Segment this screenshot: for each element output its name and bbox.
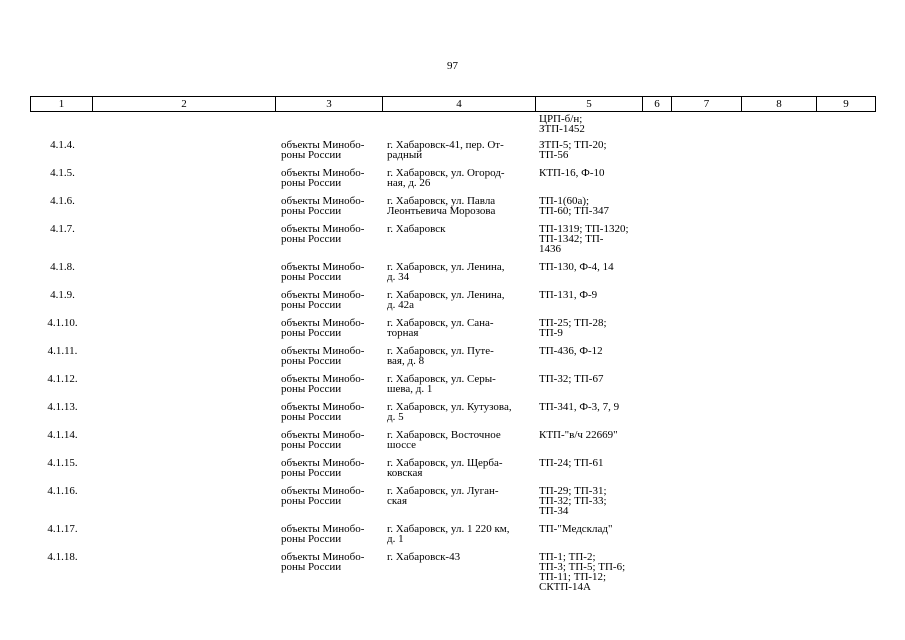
object-name-line: объекты Минобо- xyxy=(281,523,365,535)
object-name xyxy=(281,552,383,572)
object-name-line: роны России xyxy=(281,533,342,545)
address xyxy=(387,486,530,506)
address-line: д. 34 xyxy=(387,271,410,283)
object-name xyxy=(281,140,383,160)
substation-list-line: 1436 xyxy=(539,243,561,255)
substation-list xyxy=(539,402,643,412)
substation-list-line: ТП-9 xyxy=(539,327,563,339)
address xyxy=(387,168,530,188)
row-number: 4.1.5. xyxy=(50,167,75,179)
address-line: д. 5 xyxy=(387,411,404,423)
substation-list xyxy=(539,196,643,216)
row-number: 4.1.9. xyxy=(50,289,75,301)
address-line: г. Хабаровск, ул. Кутузова, xyxy=(387,401,512,413)
object-name-line: объекты Минобо- xyxy=(281,223,365,235)
address-line: г. Хабаровск, ул. Огород- xyxy=(387,167,505,179)
address-line: г. Хабаровск, Восточное xyxy=(387,429,501,441)
object-name xyxy=(281,262,383,282)
substation-list-line: ЗТП-1452 xyxy=(539,123,585,135)
row-number: 4.1.13. xyxy=(47,401,78,413)
substation-list-line: ТП-130, Ф-4, 14 xyxy=(539,261,614,273)
address-line: ковская xyxy=(387,467,423,479)
address-line: г. Хабаровск, ул. Павла xyxy=(387,195,496,207)
object-name-line: роны России xyxy=(281,299,342,311)
substation-list-line: КТП-"в/ч 22669" xyxy=(539,429,618,441)
substation-list-line: ЗТП-5; ТП-20; xyxy=(539,139,607,151)
object-name-line: роны России xyxy=(281,439,342,451)
address-line: шоссе xyxy=(387,439,417,451)
object-name xyxy=(281,168,383,188)
row-number: 4.1.8. xyxy=(50,261,75,273)
address-line: д. 1 xyxy=(387,533,404,545)
substation-list xyxy=(539,552,643,592)
address-line: г. Хабаровск, ул. Ленина, xyxy=(387,289,505,301)
object-name-line: объекты Минобо- xyxy=(281,429,365,441)
object-name-line: роны России xyxy=(281,233,342,245)
object-name-line: объекты Минобо- xyxy=(281,289,365,301)
address xyxy=(387,552,530,562)
row-number: 4.1.11. xyxy=(47,345,78,357)
object-name xyxy=(281,402,383,422)
object-name-line: объекты Минобо- xyxy=(281,317,365,329)
substation-list xyxy=(539,262,643,272)
address xyxy=(387,196,530,216)
object-name-line: роны России xyxy=(281,383,342,395)
substation-list xyxy=(539,114,643,134)
address-line: г. Хабаровск, ул. Сана- xyxy=(387,317,494,329)
address-line: ская xyxy=(387,495,408,507)
object-name-line: объекты Минобо- xyxy=(281,345,365,357)
address-line: г. Хабаровск, ул. Серы- xyxy=(387,373,496,385)
row-number: 4.1.7. xyxy=(50,223,75,235)
row-number: 4.1.17. xyxy=(47,523,78,535)
address xyxy=(387,262,530,282)
object-name-line: объекты Минобо- xyxy=(281,373,365,385)
address xyxy=(387,374,530,394)
substation-list-line: ТП-131, Ф-9 xyxy=(539,289,598,301)
substation-list-line: ТП-1(60а); xyxy=(539,195,590,207)
column-header-3: 3 xyxy=(275,97,382,111)
object-name-line: объекты Минобо- xyxy=(281,261,365,273)
row-number: 4.1.15. xyxy=(47,457,78,469)
row-number: 4.1.10. xyxy=(47,317,78,329)
substation-list-line: ТП-25; ТП-28; xyxy=(539,317,607,329)
address-line: г. Хабаровск, ул. Ленина, xyxy=(387,261,505,273)
substation-list-line: ТП-32; ТП-67 xyxy=(539,373,604,385)
object-name xyxy=(281,224,383,244)
substation-list-line: ТП-29; ТП-31; xyxy=(539,485,607,497)
object-name-line: объекты Минобо- xyxy=(281,485,365,497)
object-name-line: объекты Минобо- xyxy=(281,457,365,469)
address-line: г. Хабаровск xyxy=(387,223,446,235)
object-name xyxy=(281,524,383,544)
object-name-line: роны России xyxy=(281,271,342,283)
column-header-9: 9 xyxy=(816,97,875,111)
substation-list-line: ТП-3; ТП-5; ТП-6; xyxy=(539,561,626,573)
object-name xyxy=(281,290,383,310)
substation-list-line: КТП-16, Ф-10 xyxy=(539,167,605,179)
object-name-line: объекты Минобо- xyxy=(281,551,365,563)
object-name-line: объекты Минобо- xyxy=(281,139,365,151)
object-name-line: роны России xyxy=(281,495,342,507)
address-line: г. Хабаровск-41, пер. От- xyxy=(387,139,504,151)
substation-list-line: ТП-32; ТП-33; xyxy=(539,495,607,507)
column-header-7: 7 xyxy=(671,97,741,111)
substation-list-line: ТП-436, Ф-12 xyxy=(539,345,603,357)
address xyxy=(387,524,530,544)
object-name-line: объекты Минобо- xyxy=(281,195,365,207)
column-header-8: 8 xyxy=(741,97,816,111)
substation-list xyxy=(539,486,643,516)
table-header xyxy=(30,96,876,112)
address xyxy=(387,224,530,234)
object-name xyxy=(281,430,383,450)
substation-list xyxy=(539,524,643,534)
object-name-line: роны России xyxy=(281,467,342,479)
substation-list-line: ТП-34 xyxy=(539,505,569,517)
address xyxy=(387,140,530,160)
object-name xyxy=(281,486,383,506)
address-line: радный xyxy=(387,149,423,161)
object-name xyxy=(281,196,383,216)
substation-list xyxy=(539,374,643,384)
substation-list xyxy=(539,290,643,300)
address-line: г. Хабаровск, ул. Луган- xyxy=(387,485,499,497)
address xyxy=(387,290,530,310)
row-number: 4.1.14. xyxy=(47,429,78,441)
substation-list xyxy=(539,430,643,440)
address-line: г. Хабаровск, ул. Щерба- xyxy=(387,457,503,469)
substation-list-line: ТП-24; ТП-61 xyxy=(539,457,604,469)
substation-list-line: ТП-56 xyxy=(539,149,569,161)
address-line: вая, д. 8 xyxy=(387,355,425,367)
row-number: 4.1.16. xyxy=(47,485,78,497)
column-header-4: 4 xyxy=(382,97,535,111)
substation-list-line: ЦРП-б/н; xyxy=(539,113,583,125)
address xyxy=(387,346,530,366)
address-line: ная, д. 26 xyxy=(387,177,431,189)
substation-list-line: ТП-1342; ТП- xyxy=(539,233,604,245)
substation-list xyxy=(539,458,643,468)
object-name-line: роны России xyxy=(281,561,342,573)
substation-list-line: ТП-1; ТП-2; xyxy=(539,551,596,563)
substation-list-line: ТП-341, Ф-3, 7, 9 xyxy=(539,401,620,413)
substation-list xyxy=(539,346,643,356)
row-number: 4.1.18. xyxy=(47,551,78,563)
object-name xyxy=(281,318,383,338)
row-number: 4.1.4. xyxy=(50,139,75,151)
object-name-line: роны России xyxy=(281,205,342,217)
address-line: д. 42а xyxy=(387,299,414,311)
address-line: торная xyxy=(387,327,419,339)
object-name xyxy=(281,346,383,366)
object-name-line: роны России xyxy=(281,411,342,423)
address-line: г. Хабаровск, ул. 1 220 км, xyxy=(387,523,510,535)
column-header-5: 5 xyxy=(535,97,642,111)
row-number: 4.1.6. xyxy=(50,195,75,207)
substation-list xyxy=(539,224,643,254)
address xyxy=(387,318,530,338)
address-line: г. Хабаровск-43 xyxy=(387,551,461,563)
address xyxy=(387,430,530,450)
address-line: Леонтьевича Морозова xyxy=(387,205,496,217)
substation-list xyxy=(539,168,643,178)
substation-list xyxy=(539,318,643,338)
page-number: 97 xyxy=(447,60,458,72)
address-line: г. Хабаровск, ул. Путе- xyxy=(387,345,494,357)
address-line: шева, д. 1 xyxy=(387,383,433,395)
object-name-line: роны России xyxy=(281,355,342,367)
substation-list-line: ТП-1319; ТП-1320; xyxy=(539,223,629,235)
substation-list-line: ТП-11; ТП-12; xyxy=(539,571,607,583)
substation-list-line: ТП-60; ТП-347 xyxy=(539,205,609,217)
object-name-line: объекты Минобо- xyxy=(281,401,365,413)
address xyxy=(387,402,530,422)
object-name xyxy=(281,374,383,394)
column-header-2: 2 xyxy=(92,97,275,111)
object-name-line: объекты Минобо- xyxy=(281,167,365,179)
substation-list-line: ТП-"Медсклад" xyxy=(539,523,613,535)
object-name-line: роны России xyxy=(281,177,342,189)
address xyxy=(387,458,530,478)
object-name xyxy=(281,458,383,478)
substation-list xyxy=(539,140,643,160)
substation-list-line: СКТП-14А xyxy=(539,581,591,593)
column-header-1: 1 xyxy=(58,98,65,110)
object-name-line: роны России xyxy=(281,327,342,339)
row-number: 4.1.12. xyxy=(47,373,78,385)
column-header-6: 6 xyxy=(642,97,671,111)
object-name-line: роны России xyxy=(281,149,342,161)
